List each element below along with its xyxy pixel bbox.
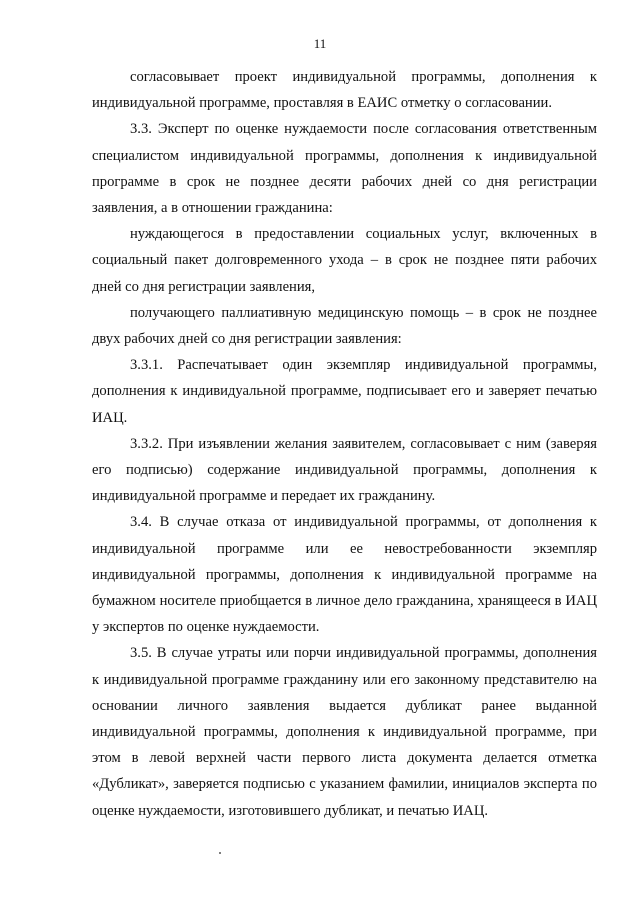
paragraph-3-4: 3.4. В случае отказа от индивидуальной программы, от дополнения к индивидуальной программе или ее невостребованности экземпляр индивидуальной программы, дополнения к индивидуальной программе на бумажном носителе приобщается в личное дело гражданина, хранящееся в ИАЦ у экспертов по оценке нуждаемости. [92,514,597,636]
paragraph-continuation: согласовывает проект индивидуальной программы, дополнения к индивидуальной программе, проставляя в ЕАИС отметку о согласовании. [92,69,597,112]
paragraph-3-5: 3.5. В случае утраты или порчи индивидуальной программы, дополнения к индивидуальной программе гражданину или его законному представителю на основании личного заявления выдается дубликат ранее выданной индивидуальной программы, дополнения к индивидуальной программе, при этом в левой верхней части первого листа документа делается отметка «Дубликат», заверяется подписью с указанием фамилии, инициалов эксперта по оценке нуждаемости, изготовившего дубликат, и печатью ИАЦ. [92,645,597,819]
scan-speck [219,852,221,854]
document-body [92,64,597,824]
paragraph-3-3: 3.3. Эксперт по оценке нуждаемости после согласования ответственным специалистом индивидуальной программы, дополнения к индивидуальной программе в срок не позднее десяти рабочих дней со дня регистрации заявления, а в отношении гражданина: [92,121,597,217]
paragraph-long-term-care: нуждающегося в предоставлении социальных услуг, включенных в социальный пакет долговременного ухода – в срок не позднее пяти рабочих дней со дня регистрации заявления, [92,226,597,295]
paragraph-palliative-care: получающего паллиативную медицинскую помощь – в срок не позднее двух рабочих дней со дня регистрации заявления: [92,304,597,348]
paragraph-3-3-2: 3.3.2. При изъявлении желания заявителем, согласовывает с ним (заверяя его подписью) содержание индивидуальной программы, дополнения к индивидуальной программе и передает их гражданину. [92,435,597,505]
page-number: 11 [313,36,327,51]
paragraph-3-3-1: 3.3.1. Распечатывает один экземпляр индивидуальной программы, дополнения к индивидуальной программе, подписывает его и заверяет печатью ИАЦ. [92,357,597,426]
